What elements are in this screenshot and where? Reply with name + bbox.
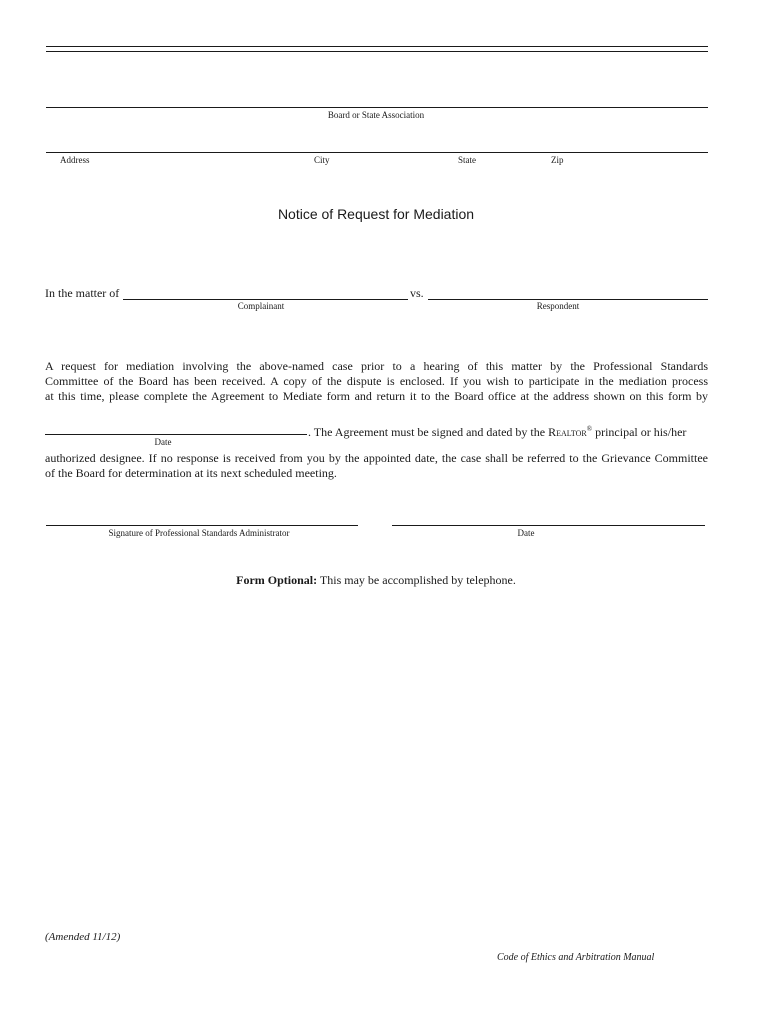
realtor-mark: Realtor xyxy=(548,425,587,439)
request-paragraph-bottom xyxy=(45,451,708,481)
matter-prefix: In the matter of xyxy=(45,286,120,300)
form-optional-text: This may be accomplished by telephone. xyxy=(319,573,516,587)
amended-note: (Amended 11/12) xyxy=(45,931,121,943)
paragraph-line-1: A request for mediation involving the above-named case prior to a hearing of this matter by the Professional Standards xyxy=(45,359,708,373)
request-paragraph-top xyxy=(45,359,708,404)
reply-date-label: Date xyxy=(154,437,172,447)
reply-date-line xyxy=(45,434,307,435)
paragraph-line-6: of the Board for determination at its next scheduled meeting. xyxy=(45,466,337,480)
manual-footer: Code of Ethics and Arbitration Manual xyxy=(497,952,655,963)
paragraph-line-3: at this time, please complete the Agreement to Mediate form and return it to the Board office at the address shown on this form by xyxy=(45,389,708,403)
paragraph-line-4 xyxy=(308,422,686,440)
board-line xyxy=(46,107,708,108)
paragraph-line-5: authorized designee. If no response is received from you by the appointed date, the case shall be referred to the Grievance Committee xyxy=(45,451,708,465)
respondent-label: Respondent xyxy=(536,301,580,311)
address-line xyxy=(46,152,708,153)
admin-signature-label: Signature of Professional Standards Administrator xyxy=(108,528,290,538)
page-title: Notice of Request for Mediation xyxy=(277,206,475,222)
signature-date-label: Date xyxy=(517,528,535,538)
top-rule-1 xyxy=(46,46,708,47)
form-optional-label: Form Optional: xyxy=(236,573,318,587)
respondent-line xyxy=(428,299,708,300)
admin-signature-line xyxy=(46,525,358,526)
principal-text: principal or his/her xyxy=(595,425,687,439)
signature-date-line xyxy=(392,525,705,526)
form-optional-note xyxy=(176,573,576,588)
complainant-line xyxy=(123,299,408,300)
matter-vs: vs. xyxy=(410,286,424,300)
complainant-label: Complainant xyxy=(237,301,285,311)
paragraph-line-2: Committee of the Board has been received. A copy of the dispute is enclosed. If you wish to participate in the mediation process xyxy=(45,374,708,388)
state-label: State xyxy=(458,155,476,165)
city-label: City xyxy=(314,155,330,165)
board-label: Board or State Association xyxy=(327,110,425,120)
registered-mark: ® xyxy=(586,425,593,433)
address-label: Address xyxy=(60,155,90,165)
top-rule-2 xyxy=(46,51,708,52)
agreement-text: . The Agreement must be signed and dated by the xyxy=(308,425,546,439)
zip-label: Zip xyxy=(551,155,564,165)
